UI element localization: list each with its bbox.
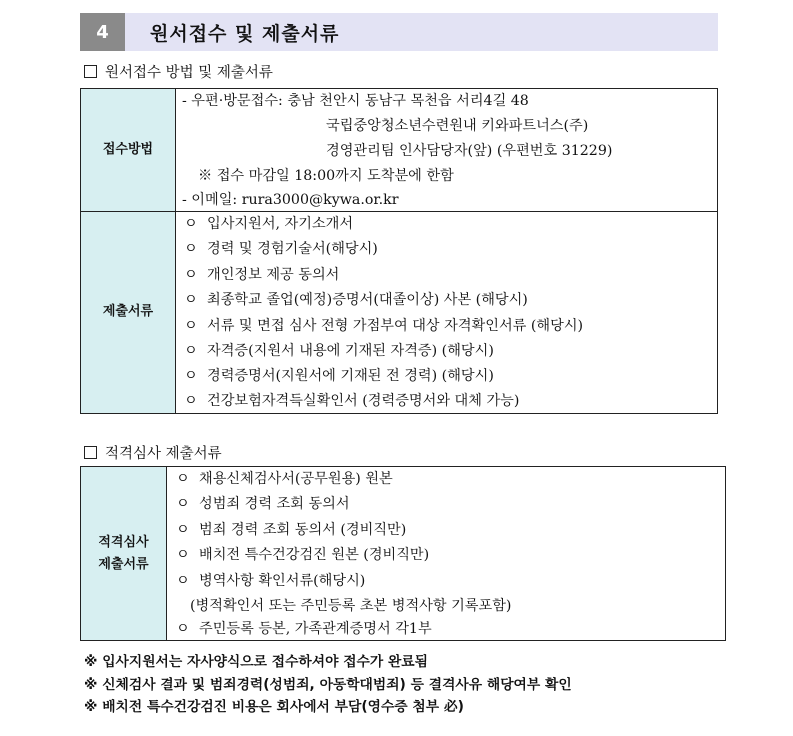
section-header <box>80 13 718 51</box>
list-item: ㅇ 범죄 경력 조회 동의서 (경비직만) <box>176 521 407 538</box>
note-line: ※ 신체검사 결과 및 범죄경력(성범죄, 아동학대범죄) 등 결격사유 해당여부 확인 <box>84 676 572 693</box>
eligibility-table <box>80 466 726 641</box>
subsection-title: 원서접수 방법 및 제출서류 <box>105 65 273 81</box>
row-label: 적격심사 제출서류 <box>81 467 167 641</box>
row-label: 제출서류 <box>81 212 176 414</box>
list-item: ㅇ 경력증명서(지원서에 기재된 전 경력) (해당시) <box>184 368 494 385</box>
method-note: ※ 접수 마감일 18:00까지 도착분에 한함 <box>198 168 454 184</box>
list-item: ㅇ 입사지원서, 자기소개서 <box>184 216 354 232</box>
list-item: ㅇ 경력 및 경험기술서(해당시) <box>184 241 378 258</box>
row-label: 접수방법 <box>81 89 176 212</box>
table-row <box>81 89 718 212</box>
submission-table <box>80 88 718 414</box>
checkbox-square-icon <box>84 65 97 78</box>
list-item: ㅇ 병역사항 확인서류(해당시) <box>176 572 366 589</box>
subsection-heading <box>84 61 273 82</box>
list-item: ㅇ 개인정보 제공 동의서 <box>184 266 340 283</box>
table-row <box>81 467 726 641</box>
list-item: ㅇ 자격증(지원서 내용에 기재된 자격증) (해당시) <box>184 342 494 359</box>
section-number: 4 <box>80 13 125 51</box>
method-email[interactable]: - 이메일: rura3000@kywa.or.kr <box>182 192 399 208</box>
subsection-heading <box>84 442 222 463</box>
documents-cell <box>176 212 718 414</box>
method-cell <box>176 89 718 212</box>
list-item: ㅇ 성범죄 경력 조회 동의서 <box>176 496 350 513</box>
list-item: ㅇ 건강보험자격득실확인서 (경력증명서와 대체 가능) <box>184 392 520 409</box>
list-item: ㅇ 배치전 특수건강검진 원본 (경비직만) <box>176 547 430 564</box>
list-item: ㅇ 주민등록 등본, 가족관계증명서 각1부 <box>176 621 432 638</box>
table-row <box>81 212 718 414</box>
list-item: ㅇ 최종학교 졸업(예정)증명서(대졸이상) 사본 (해당시) <box>184 292 528 309</box>
eligibility-cell <box>167 467 726 641</box>
method-line: 경영관리팀 인사담당자(앞) (우편번호 31229) <box>326 143 613 159</box>
method-line: - 우편·방문접수: 충남 천안시 동남구 목천읍 서리4길 48 <box>182 93 529 109</box>
notes <box>84 651 572 719</box>
list-item: ㅇ 서류 및 면접 심사 전형 가점부여 대상 자격확인서류 (해당시) <box>184 317 584 334</box>
note-line: ※ 입사지원서는 자사양식으로 접수하셔야 접수가 완료됨 <box>84 654 428 670</box>
subsection-title: 적격심사 제출서류 <box>105 446 222 462</box>
section-title: 원서접수 및 제출서류 <box>150 22 340 45</box>
list-item: ㅇ 채용신체검사서(공무원용) 원본 <box>176 471 393 487</box>
note-line: ※ 배치전 특수건강검진 비용은 회사에서 부담(영수증 첨부 必) <box>84 699 464 715</box>
checkbox-square-icon <box>84 446 97 459</box>
list-item-continuation: (병적확인서 또는 주민등록 초본 병적사항 기록포함) <box>190 597 512 614</box>
method-line: 국립중앙청소년수련원내 키와파트너스(주) <box>326 118 589 134</box>
